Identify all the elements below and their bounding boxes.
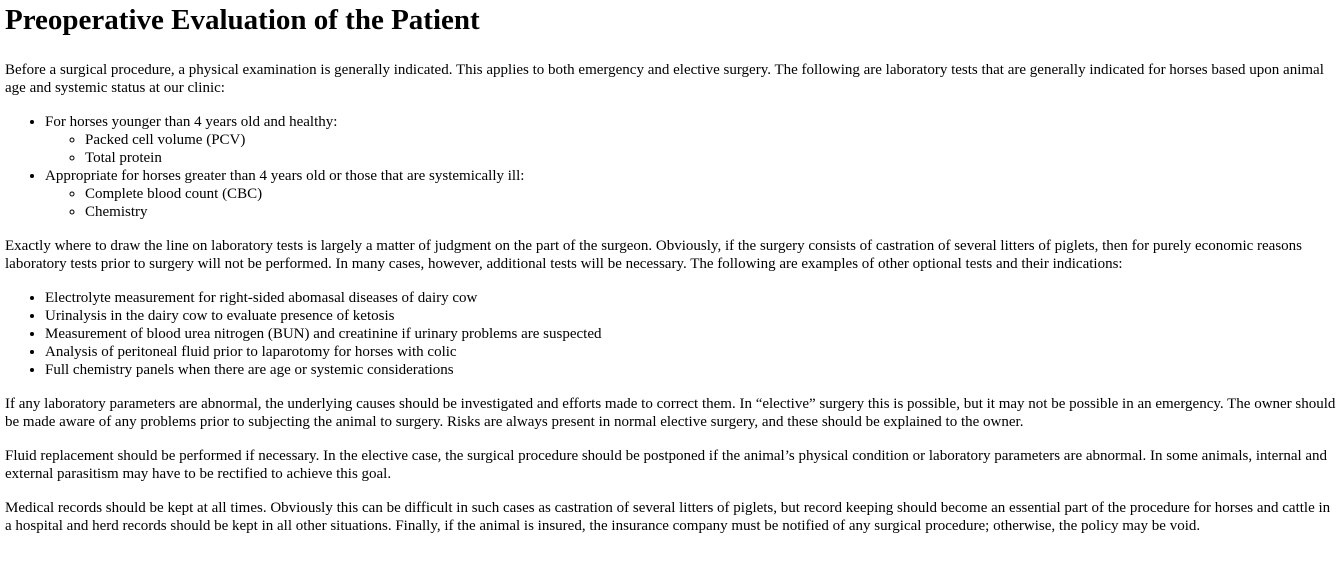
test-item: ◦ Packed cell volume (PCV) (85, 131, 1336, 149)
page-title: Preoperative Evaluation of the Patient (5, 4, 480, 36)
optional-tests-list (5, 289, 1336, 379)
test-item: ◦ Chemistry (85, 203, 1336, 221)
optional-test-item: • Full chemistry panels when there are age or systemic considerations (45, 361, 1336, 379)
age-group-list (5, 113, 1336, 221)
optional-test-item: • Urinalysis in the dairy cow to evaluate presence of ketosis (45, 307, 1336, 325)
test-sublist (45, 185, 1336, 221)
age-group-item (45, 113, 1336, 167)
medical-records-paragraph: Medical records should be kept at all times. Obviously this can be difficult in such cases as castration of several litters of piglets, but record keeping should become an essential part of the procedure for horses and cattle in a hospital and herd records should be kept in all other situations. Finally, if the animal is insured, the insurance company must be notified of any surgical procedure; otherwise, the policy may be void. (5, 500, 1331, 534)
document-page (0, 2, 1341, 535)
intro-paragraph: Before a surgical procedure, a physical examination is generally indicated. This applies to both emergency and elective surgery. The following are laboratory tests that are generally indicated for horses based upon animal age and systemic status at our clinic: (5, 62, 1324, 96)
age-group-item (45, 167, 1336, 221)
test-sublist (45, 131, 1336, 167)
optional-test-item: • Electrolyte measurement for right-sided abomasal diseases of dairy cow (45, 289, 1336, 307)
age-group-label: Appropriate for horses greater than 4 years old or those that are systemically ill: (45, 168, 525, 184)
fluid-replacement-paragraph: Fluid replacement should be performed if necessary. In the elective case, the surgical procedure should be postponed if the animal’s physical condition or laboratory parameters are abnormal. In some animals, internal and external parasitism may have to be rectified to achieve this goal. (5, 448, 1328, 482)
test-item: ◦ Complete blood count (CBC) (85, 185, 1336, 203)
judgment-paragraph: Exactly where to draw the line on laboratory tests is largely a matter of judgment on the part of the surgeon. Obviously, if the surgery consists of castration of several litters of piglets, then for purely economic reasons laboratory tests prior to surgery will not be performed. In many cases, however, additional tests will be necessary. The following are examples of other optional tests and their indications: (5, 238, 1303, 272)
age-group-label: For horses younger than 4 years old and healthy: (45, 114, 338, 130)
optional-test-item: • Analysis of peritoneal fluid prior to laparotomy for horses with colic (45, 343, 1336, 361)
abnormal-parameters-paragraph: If any laboratory parameters are abnormal, the underlying causes should be investigated and efforts made to correct them. In “elective” surgery this is possible, but it may not be possible in an emergency. The owner should be made aware of any problems prior to subjecting the animal to surgery. Risks are always present in normal elective surgery, and these should be explained to the owner. (5, 396, 1336, 430)
optional-test-item: • Measurement of blood urea nitrogen (BUN) and creatinine if urinary problems are suspected (45, 325, 1336, 343)
test-item: ◦ Total protein (85, 149, 1336, 167)
